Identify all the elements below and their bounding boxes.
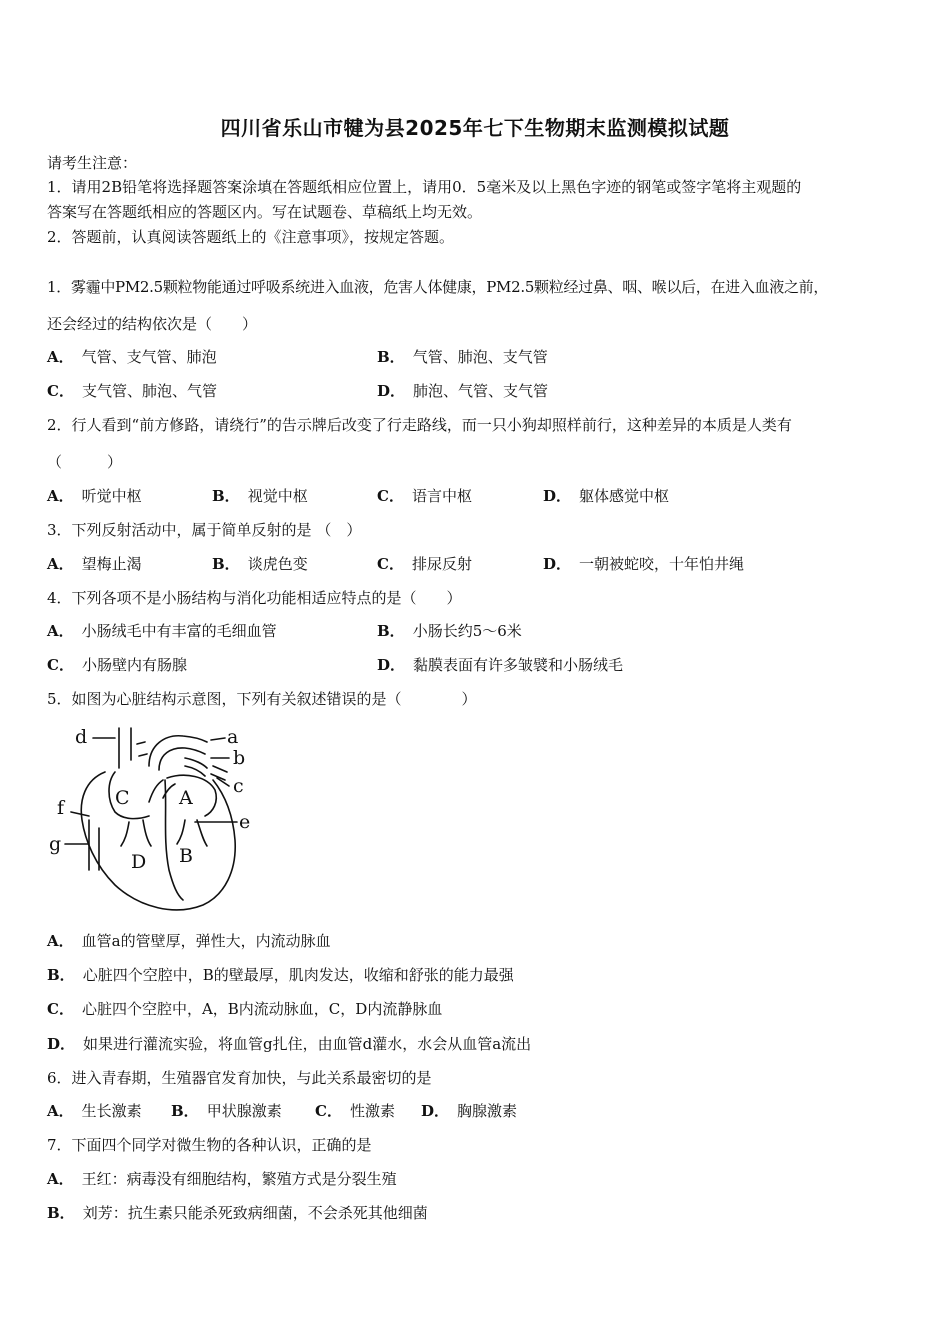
label-chamber-A: A [179, 787, 193, 809]
q7-option-b[interactable] [47, 1203, 428, 1223]
option-key: A． [47, 1170, 74, 1188]
notice-item-1-line-2: 答案写在答题纸相应的答题区内。写在试题卷、草稿纸上均无效。 [47, 203, 483, 221]
q6-option-b[interactable] [171, 1101, 282, 1121]
option-text: 望梅止渴 [81, 555, 142, 573]
option-text: 躯体感觉中枢 [579, 487, 670, 505]
valve-right [121, 820, 151, 846]
option-text: 小肠壁内有肠腺 [81, 656, 187, 674]
q2-option-a[interactable] [47, 486, 142, 506]
q1-option-b[interactable] [377, 347, 548, 367]
option-text: 心脏四个空腔中，B的壁最厚，肌肉发达，收缩和舒张的能力最强 [82, 966, 514, 984]
q3-option-d[interactable] [543, 554, 744, 574]
option-key: D． [377, 382, 406, 400]
q4-option-a[interactable] [47, 621, 277, 641]
option-text: 语言中枢 [411, 487, 472, 505]
option-key: D． [377, 656, 406, 674]
q4-option-b[interactable] [377, 621, 522, 641]
option-text: 小肠绒毛中有丰富的毛细血管 [81, 622, 277, 640]
q1-stem-line-1: 1．雾霾中PM2.5颗粒物能通过呼吸系统进入血液，危害人体健康，PM2.5颗粒经过鼻、咽、喉以后，在进入血液之前， [47, 278, 829, 296]
option-key: A． [47, 487, 74, 505]
option-key: A． [47, 555, 74, 573]
option-key: C． [47, 656, 74, 674]
option-key: C． [47, 382, 74, 400]
option-text: 排尿反射 [411, 555, 472, 573]
option-text: 如果进行灌流实验，将血管g扎住，由血管d灌水，水会从血管a流出 [83, 1035, 532, 1053]
label-g: g [49, 833, 62, 855]
label-chamber-D: D [131, 851, 147, 873]
q6-option-c[interactable] [315, 1101, 395, 1121]
label-chamber-B: B [179, 845, 193, 867]
option-text: 刘芳：抗生素只能杀死致病细菌，不会杀死其他细菌 [82, 1204, 428, 1222]
q5-option-a[interactable] [47, 931, 331, 951]
option-key: C． [377, 555, 404, 573]
option-text: 气管、支气管、肺泡 [81, 348, 217, 366]
option-text: 肺泡、气管、支气管 [413, 382, 549, 400]
option-key: C． [315, 1102, 342, 1120]
q5-stem: 5．如图为心脏结构示意图，下列有关叙述错误的是（ ） [47, 690, 477, 708]
vessel-c [211, 766, 227, 780]
option-key: D． [47, 1035, 76, 1053]
q6-option-a[interactable] [47, 1101, 142, 1121]
option-key: C． [47, 1000, 74, 1018]
q5-option-b[interactable] [47, 965, 514, 985]
page-title: 四川省乐山市犍为县2025年七下生物期末监测模拟试题 [220, 116, 730, 140]
label-a: a [227, 726, 239, 748]
option-text: 甲状腺激素 [206, 1102, 282, 1120]
option-text: 生长激素 [81, 1102, 142, 1120]
q1-option-a[interactable] [47, 347, 217, 367]
option-key: D． [543, 555, 572, 573]
option-key: A． [47, 1102, 74, 1120]
vessel-b [137, 742, 147, 756]
option-key: A． [47, 622, 74, 640]
option-text: 听觉中枢 [81, 487, 142, 505]
option-text: 小肠长约5～6米 [412, 622, 522, 640]
q2-stem-line-2: （ ） [47, 453, 123, 471]
label-d: d [75, 726, 88, 748]
option-key: B． [212, 487, 240, 505]
option-text: 支气管、肺泡、气管 [81, 382, 217, 400]
option-key: D． [421, 1102, 450, 1120]
option-text: 谈虎色变 [247, 555, 308, 573]
q4-option-d[interactable] [377, 655, 623, 675]
option-key: B． [47, 1204, 75, 1222]
option-text: 黏膜表面有许多皱襞和小肠绒毛 [413, 656, 624, 674]
option-key: B． [377, 622, 405, 640]
notice-heading: 请考生注意： [47, 154, 138, 172]
heart-outline [81, 772, 235, 910]
option-key: A． [47, 348, 74, 366]
q5-option-d[interactable] [47, 1034, 531, 1054]
q6-stem: 6．进入青春期，生殖器官发育加快，与此关系最密切的是 [47, 1069, 432, 1087]
q7-stem: 7．下面四个同学对微生物的各种认识，正确的是 [47, 1136, 372, 1154]
q6-option-d[interactable] [421, 1101, 517, 1121]
label-e: e [239, 811, 251, 833]
option-text: 视觉中枢 [247, 487, 308, 505]
heart-structure-diagram [45, 720, 260, 920]
q3-stem: 3．下列反射活动中，属于简单反射的是 （ ） [47, 521, 362, 539]
q3-option-c[interactable] [377, 554, 472, 574]
q3-option-b[interactable] [212, 554, 308, 574]
q2-option-d[interactable] [543, 486, 669, 506]
q4-stem: 4．下列各项不是小肠结构与消化功能相适应特点的是（ ） [47, 589, 462, 607]
option-text: 王红：病毒没有细胞结构，繁殖方式是分裂生殖 [81, 1170, 397, 1188]
q4-option-c[interactable] [47, 655, 187, 675]
vessel-d [119, 728, 131, 768]
notice-item-2: 2．答题前，认真阅读答题纸上的《注意事项》，按规定答题。 [47, 228, 455, 246]
q3-option-a[interactable] [47, 554, 142, 574]
label-chamber-C: C [115, 787, 130, 809]
option-key: D． [543, 487, 572, 505]
option-text: 胸腺激素 [457, 1102, 518, 1120]
option-key: B． [47, 966, 75, 984]
option-key: A． [47, 932, 74, 950]
option-text: 气管、肺泡、支气管 [412, 348, 548, 366]
q2-stem-line-1: 2．行人看到“前方修路，请绕行”的告示牌后改变了行走路线，而一只小狗却照样前行，这种差异的本质是人类有 [47, 416, 792, 434]
option-text: 一朝被蛇咬，十年怕井绳 [579, 555, 745, 573]
vessel-a [149, 736, 207, 770]
q1-option-c[interactable] [47, 381, 217, 401]
q2-option-b[interactable] [212, 486, 308, 506]
q5-option-c[interactable] [47, 999, 442, 1019]
option-text: 心脏四个空腔中，A，B内流动脉血，C，D内流静脉血 [81, 1000, 443, 1018]
q1-stem-line-2: 还会经过的结构依次是（ ） [47, 315, 258, 333]
option-key: B． [212, 555, 240, 573]
valve-left [177, 820, 207, 846]
q1-option-d[interactable] [377, 381, 548, 401]
label-b: b [233, 747, 246, 769]
label-c: c [233, 775, 244, 797]
notice-item-1-line-1: 1．请用2B铅笔将选择题答案涂填在答题纸相应位置上，请用0．5毫米及以上黑色字迹的钢笔或签字笔将主观题的 [47, 178, 802, 196]
option-key: B． [171, 1102, 199, 1120]
q7-option-a[interactable] [47, 1169, 397, 1189]
option-key: C． [377, 487, 404, 505]
q2-option-c[interactable] [377, 486, 472, 506]
label-f: f [57, 797, 65, 819]
option-text: 血管a的管壁厚，弹性大，内流动脉血 [81, 932, 331, 950]
option-key: B． [377, 348, 405, 366]
option-text: 性激素 [349, 1102, 395, 1120]
